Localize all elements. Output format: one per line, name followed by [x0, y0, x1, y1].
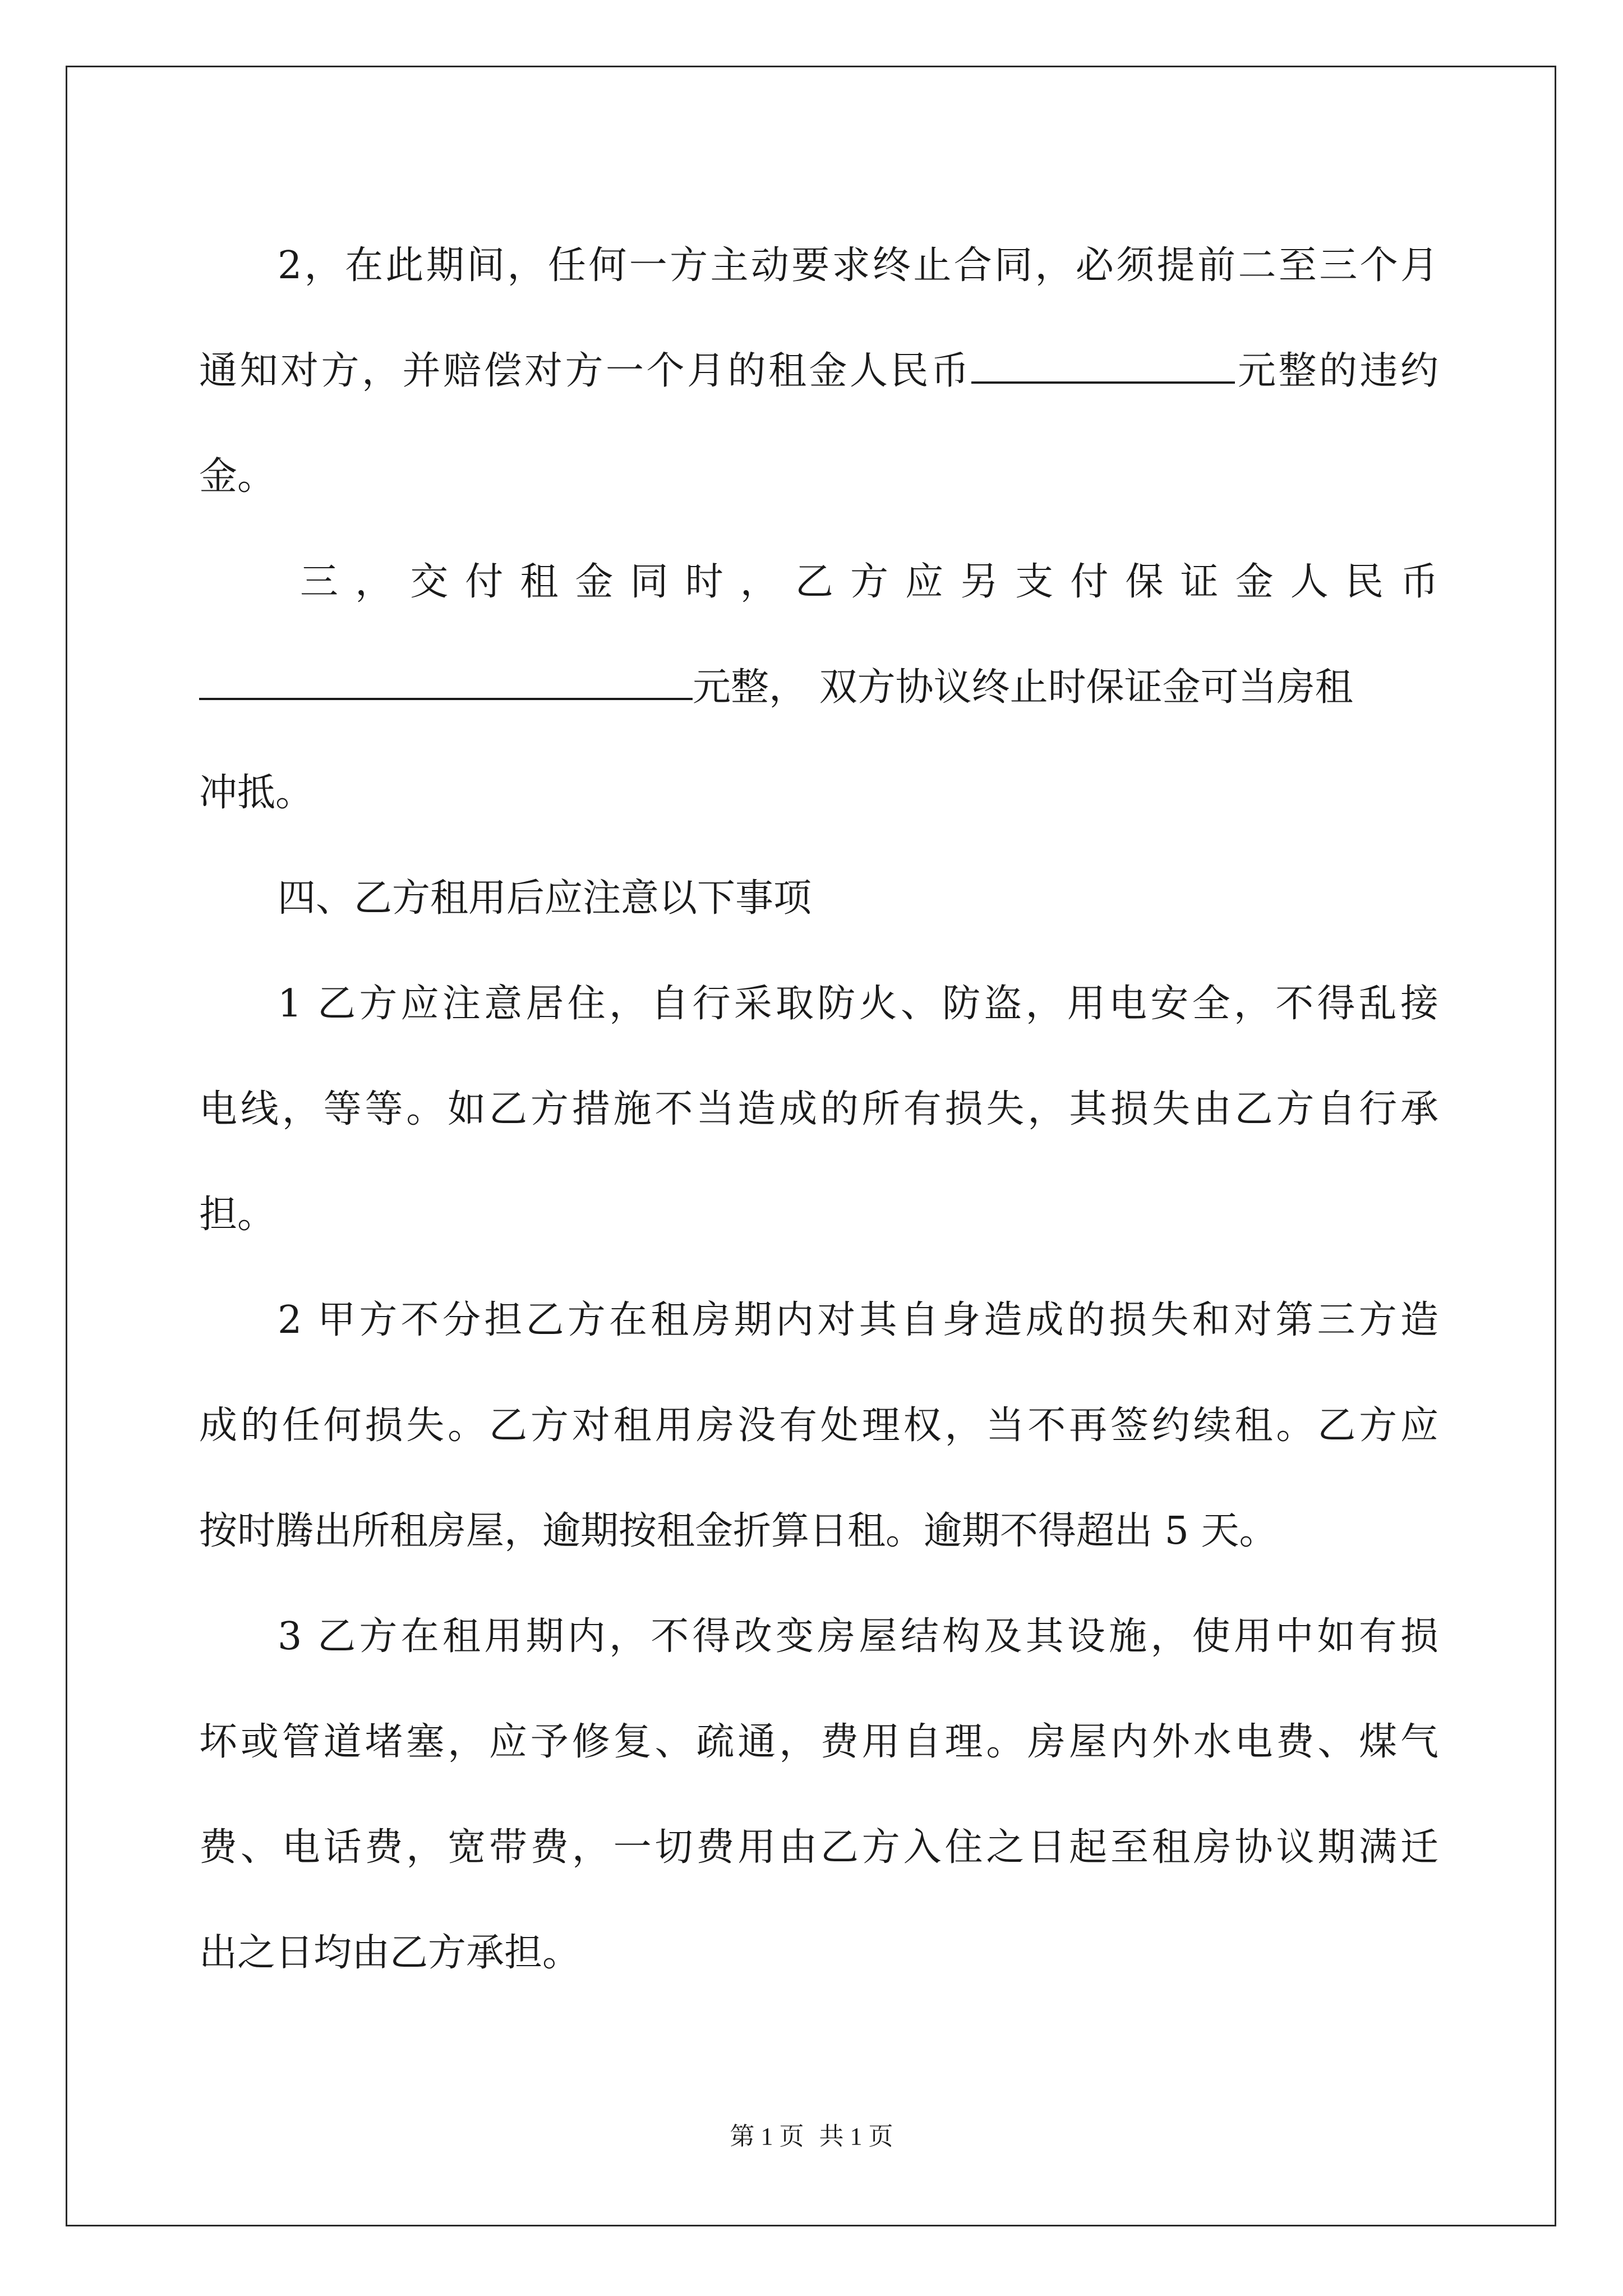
text-line: 出之日均由乙方承担。 — [199, 1931, 581, 1975]
page-number-total: 共 1 页 — [819, 2123, 893, 2150]
fill-in-blank-penalty-amount[interactable] — [971, 349, 1235, 384]
text-line: 担。 — [199, 1193, 276, 1237]
text-line-with-blank — [199, 635, 1438, 740]
document-body — [199, 213, 1438, 2006]
paragraph-item-3 — [199, 1584, 1438, 2006]
text-line: 金。 — [199, 454, 276, 499]
paragraph-deposit — [199, 530, 1438, 846]
page-footer — [0, 2116, 1623, 2152]
text-segment: 通知对方，并赔偿对方一个月的租金人民币 — [199, 349, 972, 393]
text-line: 三，交付租金同时，乙方应另支付保证金人民币 — [300, 560, 1438, 604]
fill-in-blank-deposit-amount[interactable] — [199, 665, 693, 700]
text-line: 费、电话费，宽带费，一切费用由乙方入住之日起至租房协议期满迁 — [199, 1825, 1438, 1870]
text-line: 2 甲方不分担乙方在租房期内对其自身造成的损失和对第三方造 — [278, 1298, 1438, 1342]
text-segment: 元整的违约 — [1235, 349, 1438, 393]
section-heading-notes — [199, 846, 1438, 951]
text-line: 2，在此期间，任何一方主动要求终止合同，必须提前二至三个月 — [278, 243, 1438, 288]
text-line: 坏或管道堵塞，应予修复、疏通，费用自理。房屋内外水电费、煤气 — [199, 1720, 1438, 1764]
text-line-with-blank — [199, 319, 1438, 424]
section-title: 四、乙方租用后应注意以下事项 — [278, 876, 812, 921]
text-line: 电线，等等。如乙方措施不当造成的所有损失，其损失由乙方自行承 — [199, 1087, 1438, 1131]
paragraph-item-2 — [199, 1268, 1438, 1584]
page-number-current: 第 1 页 — [730, 2123, 804, 2150]
paragraph-item-1 — [199, 951, 1438, 1268]
text-line: 1 乙方应注意居住，自行采取防火、防盗，用电安全，不得乱接 — [278, 982, 1438, 1026]
text-line: 成的任何损失。乙方对租用房没有处理权，当不再签约续租。乙方应 — [199, 1404, 1438, 1448]
text-segment: 元整， 双方协议终止时保证金可当房租 — [693, 665, 1353, 710]
text-line: 冲抵。 — [199, 771, 314, 815]
paragraph-termination — [199, 213, 1438, 530]
text-line: 按时腾出所租房屋，逾期按租金折算日租。逾期不得超出 5 天。 — [199, 1509, 1278, 1553]
text-line: 3 乙方在租用期内，不得改变房屋结构及其设施，使用中如有损 — [278, 1614, 1438, 1659]
